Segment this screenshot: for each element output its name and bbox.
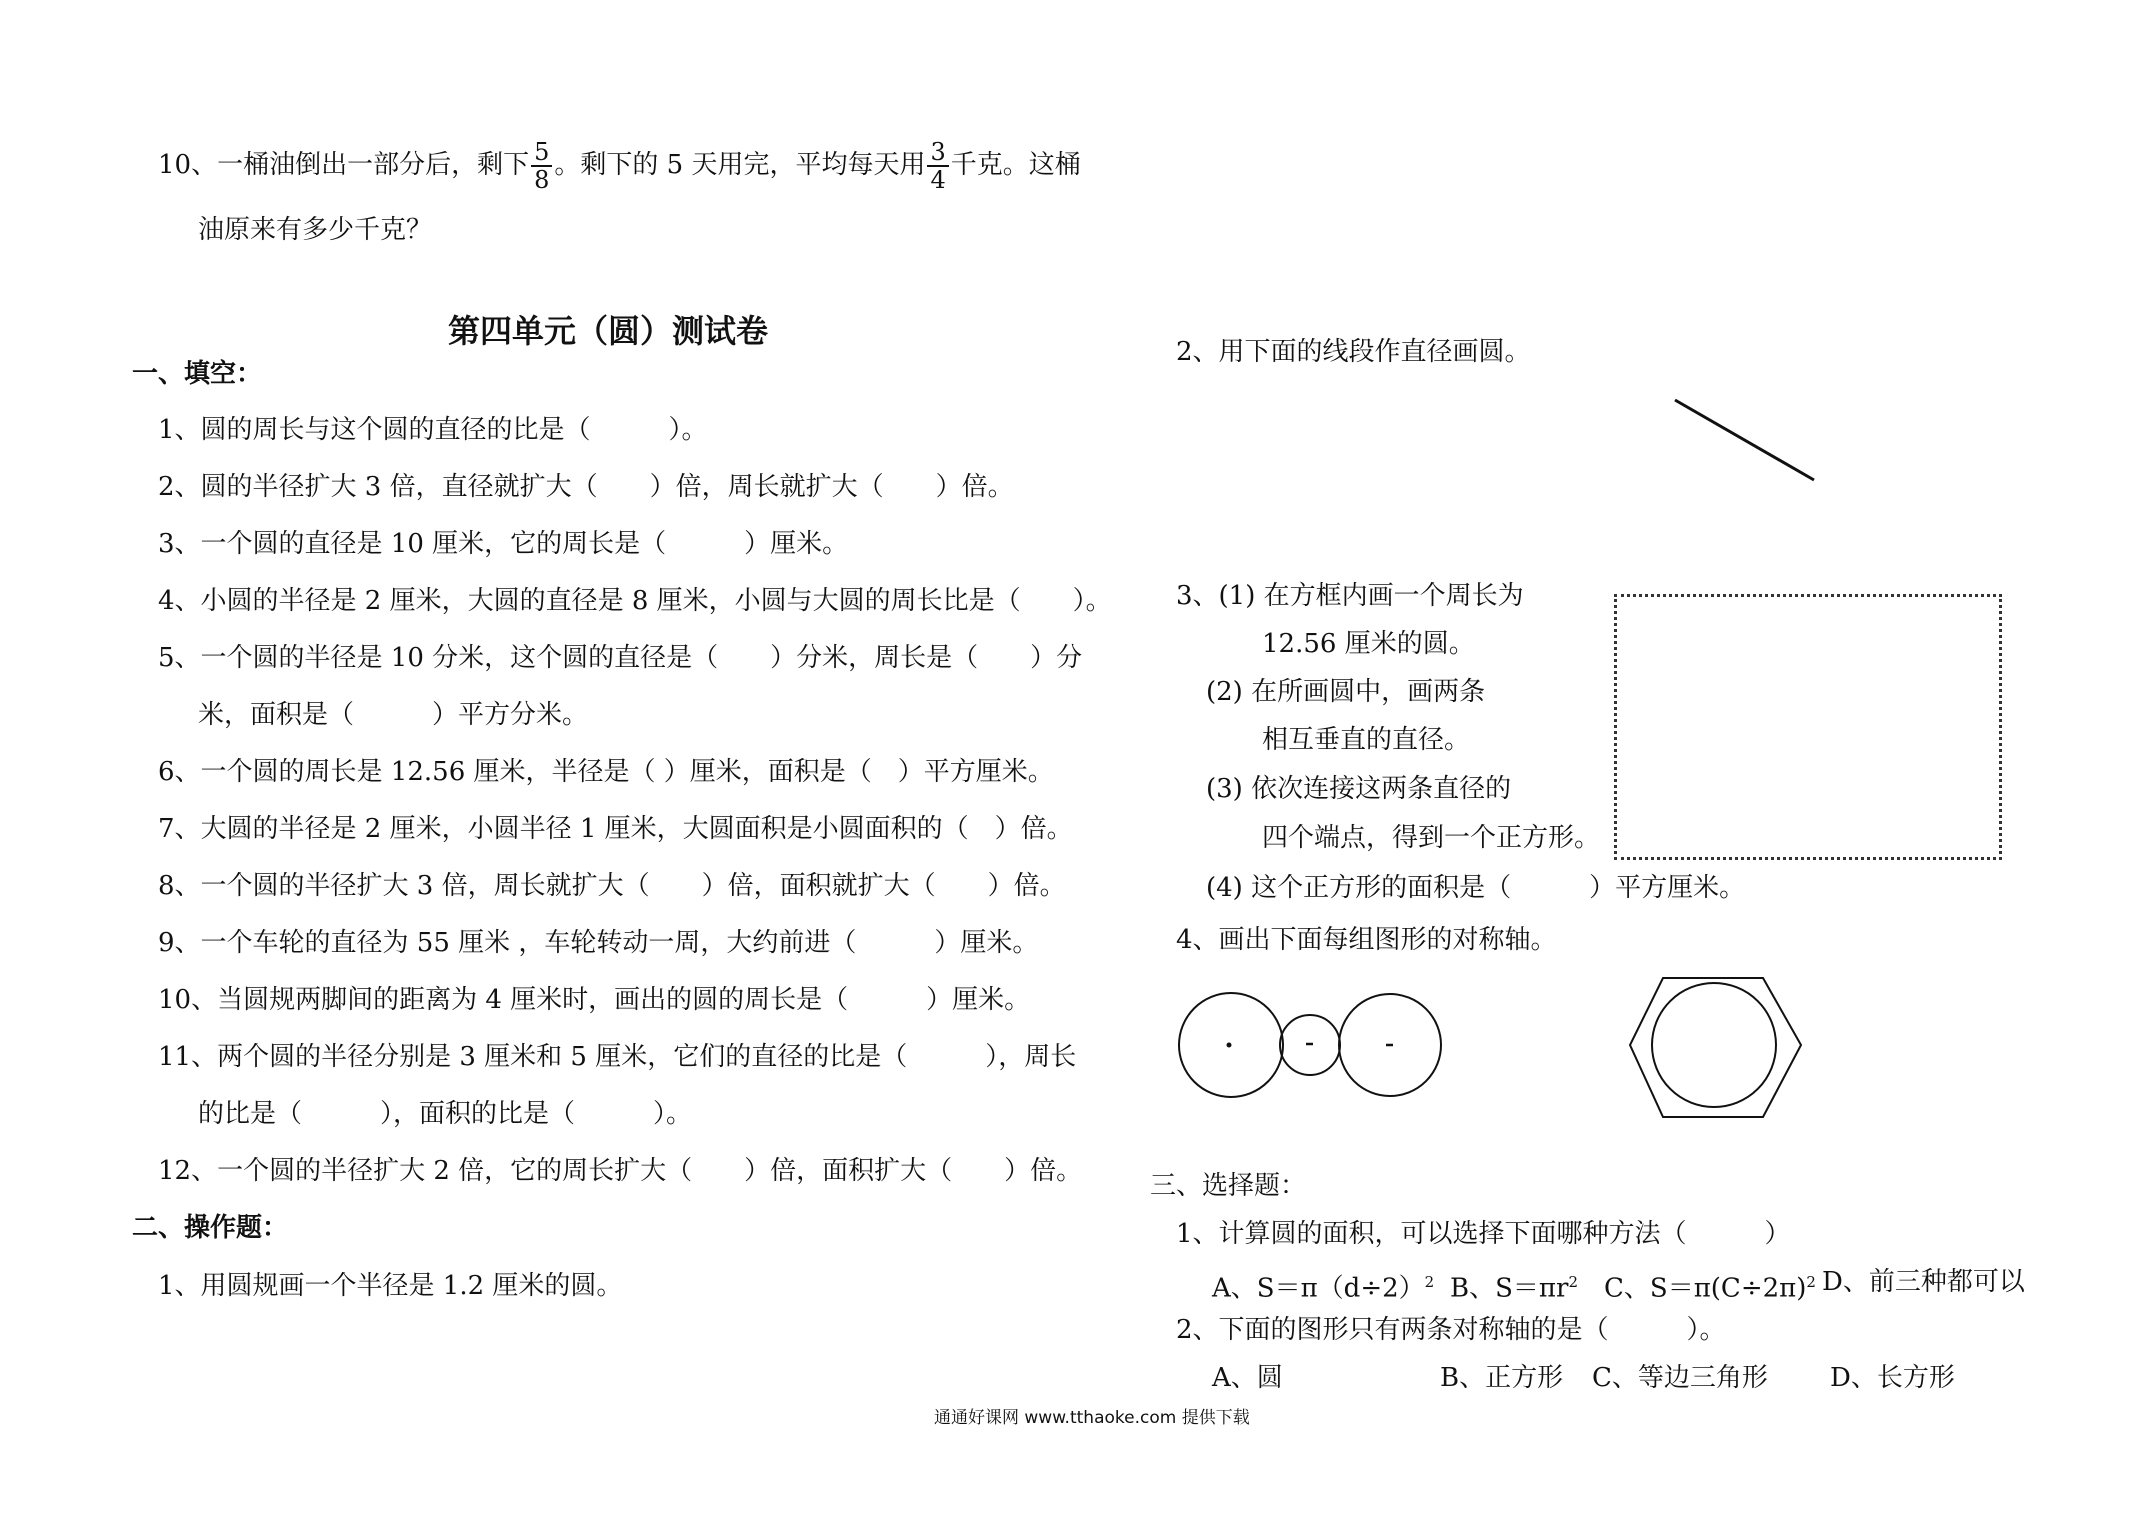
fill-in-q10: 10、当圆规两脚间的距离为 4 厘米时，画出的圆的周长是（ ）厘米。: [158, 985, 1031, 1015]
q10-text-b: 。剩下的 5 天用完，平均每天用: [554, 150, 926, 180]
section-fill-in-heading: 一、填空：: [132, 359, 263, 389]
fill-in-q5-cont: 米，面积是（ ）平方分米。: [198, 700, 589, 730]
choice-q2: 2、下面的图形只有两条对称轴的是（ ）。: [1176, 1315, 1726, 1345]
section-operation-heading: 二、操作题：: [132, 1213, 289, 1243]
operation-q3-line7: (4) 这个正方形的面积是（ ）平方厘米。: [1206, 873, 1746, 903]
page-title: 第四单元（圆）测试卷: [448, 312, 769, 350]
operation-q2: 2、用下面的线段作直径画圆。: [1176, 337, 1531, 367]
section-choice-heading: 三、选择题：: [1150, 1171, 1307, 1201]
fill-in-q3: 3、一个圆的直径是 10 厘米，它的周长是（ ）厘米。: [158, 529, 849, 559]
operation-q3-line5: (3) 依次连接这两条直径的: [1206, 774, 1512, 804]
choice-q1-option-d: D、前三种都可以: [1822, 1267, 2025, 1297]
fill-in-q4: 4、小圆的半径是 2 厘米，大圆的直径是 8 厘米，小圆与大圆的周长比是（ ）。: [158, 586, 1112, 616]
choice-q2-option-a: A、圆: [1212, 1363, 1283, 1393]
fill-in-q7: 7、大圆的半径是 2 厘米，小圆半径 1 厘米，大圆面积是小圆面积的（ ）倍。: [158, 814, 1073, 844]
choice-q1-option-a: A、$S=\pi(d\div 2)^2$: [1212, 1273, 1435, 1304]
choice-q1: 1、计算圆的面积，可以选择下面哪种方法（ ）: [1176, 1219, 1791, 1249]
choice-q1-option-c: C、$S=\pi(C\div 2\pi)^2$: [1604, 1273, 1816, 1304]
choice-q1-option-b: B、$S=\pi r^2$: [1450, 1273, 1578, 1304]
operation-q1: 1、用圆规画一个半径是 1.2 厘米的圆。: [158, 1271, 623, 1301]
operation-q3-line3: (2) 在所画圆中，画两条: [1206, 677, 1486, 707]
q10-text-a: 10、一桶油倒出一部分后，剩下: [158, 150, 530, 180]
fill-in-q11-cont: 的比是（ ），面积的比是（ ）。: [198, 1099, 693, 1129]
fill-in-q2: 2、圆的半径扩大 3 倍，直径就扩大（ ）倍，周长就扩大（ ）倍。: [158, 472, 1014, 502]
fraction-three-quarters: $\frac{3}{4}$: [927, 139, 948, 193]
choice-q2-option-c: C、等边三角形: [1592, 1363, 1768, 1393]
q10-text-c: 千克。这桶: [950, 150, 1081, 180]
operation-q3-line6: 四个端点，得到一个正方形。: [1262, 823, 1601, 853]
fraction-five-eighths: $\frac{5}{8}$: [531, 139, 552, 193]
operation-q3-line1: 3、(1) 在方框内画一个周长为: [1176, 581, 1524, 611]
fill-in-q12: 12、一个圆的半径扩大 2 倍，它的周长扩大（ ）倍，面积扩大（ ）倍。: [158, 1156, 1083, 1186]
hexagon-circle-group: [1630, 978, 1801, 1117]
fill-in-q11: 11、两个圆的半径分别是 3 厘米和 5 厘米，它们的直径的比是（ ），周长: [158, 1042, 1077, 1072]
choice-q2-option-d: D、长方形: [1830, 1363, 1955, 1393]
operation-q4: 4、画出下面每组图形的对称轴。: [1176, 925, 1557, 955]
operation-q3-line4: 相互垂直的直径。: [1262, 725, 1471, 755]
fill-in-q8: 8、一个圆的半径扩大 3 倍，周长就扩大（ ）倍，面积就扩大（ ）倍。: [158, 871, 1066, 901]
inscribed-circle: [1652, 983, 1776, 1107]
operation-q3-line2: 12.56 厘米的圆。: [1262, 629, 1475, 659]
choice-q2-option-b: B、正方形: [1440, 1363, 1564, 1393]
fill-in-q6: 6、一个圆的周长是 12.56 厘米，半径是（ ）厘米，面积是（ ）平方厘米。: [158, 757, 1054, 787]
left-circle-center: [1227, 1043, 1232, 1048]
q10-line2: 油原来有多少千克？: [198, 215, 433, 245]
fill-in-q1: 1、圆的周长与这个圆的直径的比是（ ）。: [158, 415, 708, 445]
footer-credit: 通通好课网 www.tthaoke.com 提供下载: [934, 1408, 1250, 1428]
fill-in-q5: 5、一个圆的半径是 10 分米，这个圆的直径是（ ）分米，周长是（ ）分: [158, 643, 1083, 673]
fill-in-q9: 9、一个车轮的直径为 55 厘米 ，车轮转动一周，大约前进（ ）厘米。: [158, 928, 1039, 958]
